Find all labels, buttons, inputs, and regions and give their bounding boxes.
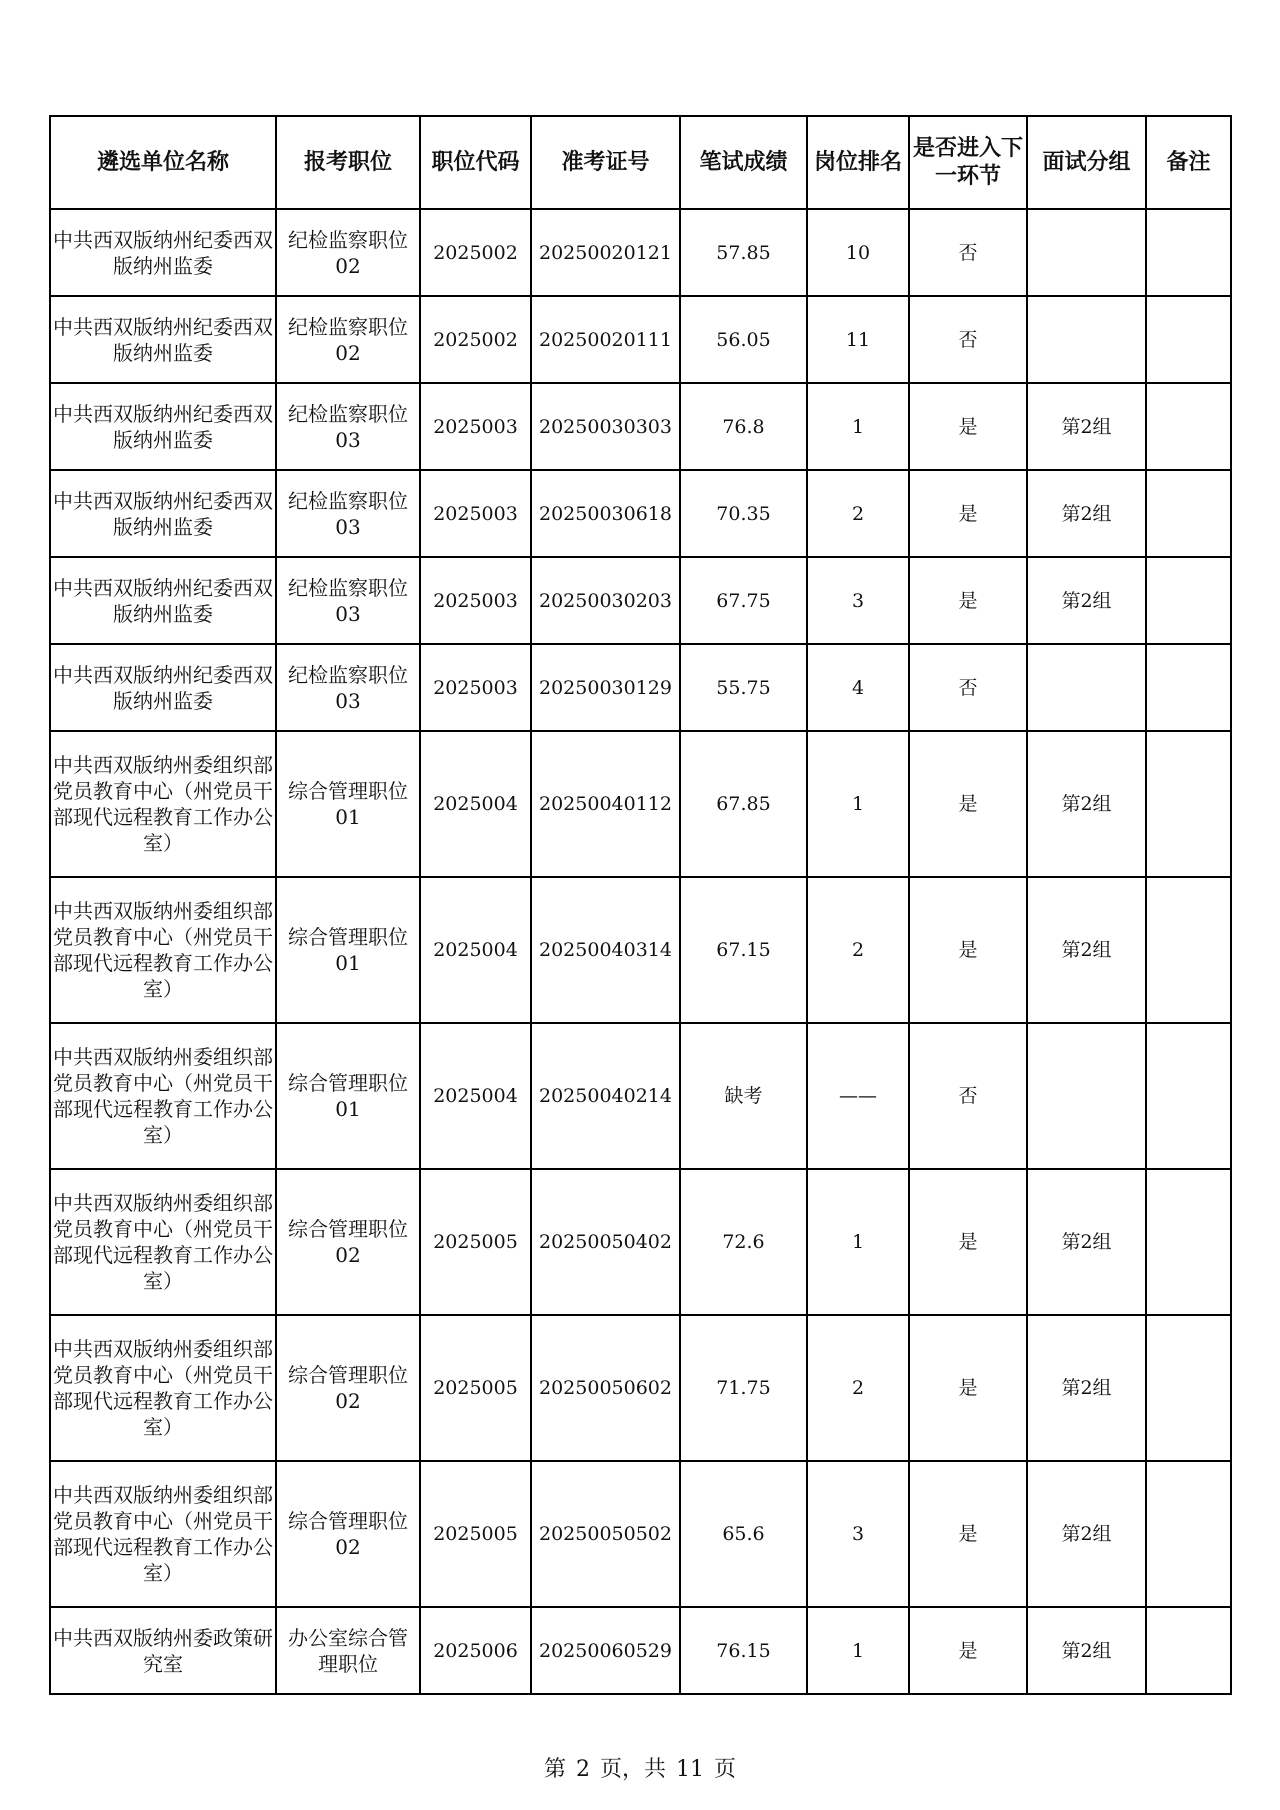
cell-position: 综合管理职位02 [276, 1461, 420, 1607]
cell-group: 第2组 [1027, 1461, 1146, 1607]
cell-position: 办公室综合管理职位 [276, 1607, 420, 1694]
cell-code: 2025005 [420, 1315, 531, 1461]
cell-group [1027, 209, 1146, 296]
cell-rank: 11 [807, 296, 909, 383]
cell-group: 第2组 [1027, 731, 1146, 877]
cell-rank: 2 [807, 877, 909, 1023]
header-note: 备注 [1146, 116, 1231, 209]
cell-advance: 否 [909, 1023, 1027, 1169]
table-row [50, 877, 1231, 1023]
cell-group [1027, 644, 1146, 731]
cell-advance: 是 [909, 1461, 1027, 1607]
cell-position: 综合管理职位02 [276, 1169, 420, 1315]
cell-advance: 是 [909, 383, 1027, 470]
cell-advance: 是 [909, 1315, 1027, 1461]
cell-unit: 中共西双版纳州纪委西双版纳州监委 [50, 557, 276, 644]
cell-rank: 3 [807, 557, 909, 644]
cell-unit: 中共西双版纳州纪委西双版纳州监委 [50, 383, 276, 470]
table-row [50, 296, 1231, 383]
cell-code: 2025006 [420, 1607, 531, 1694]
cell-group: 第2组 [1027, 1169, 1146, 1315]
cell-code: 2025004 [420, 1023, 531, 1169]
cell-unit: 中共西双版纳州纪委西双版纳州监委 [50, 296, 276, 383]
cell-exam-no: 20250030618 [531, 470, 680, 557]
table-row [50, 644, 1231, 731]
cell-position: 纪检监察职位03 [276, 470, 420, 557]
cell-code: 2025003 [420, 383, 531, 470]
cell-unit: 中共西双版纳州纪委西双版纳州监委 [50, 644, 276, 731]
cell-rank: 1 [807, 731, 909, 877]
cell-advance: 是 [909, 731, 1027, 877]
cell-note [1146, 1461, 1231, 1607]
cell-code: 2025005 [420, 1169, 531, 1315]
cell-unit: 中共西双版纳州委组织部党员教育中心（州党员干部现代远程教育工作办公室） [50, 1023, 276, 1169]
cell-code: 2025003 [420, 557, 531, 644]
cell-note [1146, 877, 1231, 1023]
cell-exam-no: 20250050502 [531, 1461, 680, 1607]
table-row [50, 470, 1231, 557]
cell-code: 2025003 [420, 644, 531, 731]
cell-note [1146, 1023, 1231, 1169]
cell-position: 综合管理职位02 [276, 1315, 420, 1461]
cell-rank: 1 [807, 383, 909, 470]
cell-exam-no: 20250040214 [531, 1023, 680, 1169]
cell-note [1146, 1607, 1231, 1694]
cell-position: 综合管理职位01 [276, 877, 420, 1023]
cell-exam-no: 20250030129 [531, 644, 680, 731]
cell-note [1146, 731, 1231, 877]
table-row [50, 1461, 1231, 1607]
footer-prefix: 第 [543, 1757, 566, 1782]
cell-code: 2025004 [420, 877, 531, 1023]
cell-score: 67.75 [680, 557, 807, 644]
cell-code: 2025004 [420, 731, 531, 877]
cell-unit: 中共西双版纳州委组织部党员教育中心（州党员干部现代远程教育工作办公室） [50, 731, 276, 877]
cell-unit: 中共西双版纳州纪委西双版纳州监委 [50, 470, 276, 557]
cell-note [1146, 557, 1231, 644]
cell-exam-no: 20250060529 [531, 1607, 680, 1694]
cell-note [1146, 296, 1231, 383]
cell-position: 纪检监察职位03 [276, 644, 420, 731]
cell-group: 第2组 [1027, 877, 1146, 1023]
cell-note [1146, 1169, 1231, 1315]
cell-score: 76.15 [680, 1607, 807, 1694]
cell-advance: 是 [909, 470, 1027, 557]
cell-rank: 2 [807, 470, 909, 557]
cell-unit: 中共西双版纳州委组织部党员教育中心（州党员干部现代远程教育工作办公室） [50, 1315, 276, 1461]
table-row [50, 209, 1231, 296]
cell-score: 71.75 [680, 1315, 807, 1461]
cell-advance: 是 [909, 877, 1027, 1023]
cell-rank: 3 [807, 1461, 909, 1607]
page-number: 2 [575, 1757, 590, 1782]
cell-position: 综合管理职位01 [276, 1023, 420, 1169]
header-advance: 是否进入下一环节 [909, 116, 1027, 209]
table-row [50, 1315, 1231, 1461]
cell-score: 67.15 [680, 877, 807, 1023]
cell-exam-no: 20250050402 [531, 1169, 680, 1315]
cell-advance: 否 [909, 209, 1027, 296]
footer-middle: 页，共 [599, 1757, 666, 1782]
header-position: 报考职位 [276, 116, 420, 209]
header-group: 面试分组 [1027, 116, 1146, 209]
cell-advance: 是 [909, 557, 1027, 644]
table-row [50, 1169, 1231, 1315]
page-total: 11 [676, 1757, 704, 1782]
table-row [50, 1023, 1231, 1169]
cell-group: 第2组 [1027, 1315, 1146, 1461]
table-row [50, 1607, 1231, 1694]
table-row [50, 731, 1231, 877]
cell-note [1146, 644, 1231, 731]
cell-advance: 是 [909, 1607, 1027, 1694]
cell-unit: 中共西双版纳州委政策研究室 [50, 1607, 276, 1694]
cell-code: 2025005 [420, 1461, 531, 1607]
cell-exam-no: 20250050602 [531, 1315, 680, 1461]
cell-note [1146, 209, 1231, 296]
cell-code: 2025002 [420, 209, 531, 296]
page-footer [0, 1752, 1280, 1783]
cell-position: 纪检监察职位03 [276, 383, 420, 470]
cell-note [1146, 383, 1231, 470]
cell-unit: 中共西双版纳州纪委西双版纳州监委 [50, 209, 276, 296]
cell-score: 缺考 [680, 1023, 807, 1169]
results-table [49, 115, 1232, 1695]
cell-score: 70.35 [680, 470, 807, 557]
cell-score: 67.85 [680, 731, 807, 877]
cell-exam-no: 20250020121 [531, 209, 680, 296]
cell-score: 76.8 [680, 383, 807, 470]
table-row [50, 383, 1231, 470]
cell-position: 纪检监察职位02 [276, 296, 420, 383]
cell-group: 第2组 [1027, 1607, 1146, 1694]
cell-rank: 1 [807, 1607, 909, 1694]
cell-exam-no: 20250020111 [531, 296, 680, 383]
header-exam-no: 准考证号 [531, 116, 680, 209]
cell-rank: 2 [807, 1315, 909, 1461]
cell-unit: 中共西双版纳州委组织部党员教育中心（州党员干部现代远程教育工作办公室） [50, 877, 276, 1023]
header-rank: 岗位排名 [807, 116, 909, 209]
cell-exam-no: 20250040314 [531, 877, 680, 1023]
cell-score: 57.85 [680, 209, 807, 296]
table-row [50, 557, 1231, 644]
table-header-row [50, 116, 1231, 209]
cell-position: 纪检监察职位03 [276, 557, 420, 644]
cell-exam-no: 20250040112 [531, 731, 680, 877]
cell-exam-no: 20250030303 [531, 383, 680, 470]
footer-suffix: 页 [714, 1757, 737, 1782]
cell-score: 65.6 [680, 1461, 807, 1607]
cell-rank: 1 [807, 1169, 909, 1315]
cell-rank: 10 [807, 209, 909, 296]
cell-code: 2025003 [420, 470, 531, 557]
cell-score: 72.6 [680, 1169, 807, 1315]
cell-advance: 是 [909, 1169, 1027, 1315]
cell-code: 2025002 [420, 296, 531, 383]
cell-group [1027, 296, 1146, 383]
header-unit: 遴选单位名称 [50, 116, 276, 209]
cell-rank: —— [807, 1023, 909, 1169]
cell-position: 综合管理职位01 [276, 731, 420, 877]
cell-group: 第2组 [1027, 557, 1146, 644]
cell-score: 55.75 [680, 644, 807, 731]
cell-group [1027, 1023, 1146, 1169]
cell-unit: 中共西双版纳州委组织部党员教育中心（州党员干部现代远程教育工作办公室） [50, 1169, 276, 1315]
cell-unit: 中共西双版纳州委组织部党员教育中心（州党员干部现代远程教育工作办公室） [50, 1461, 276, 1607]
cell-group: 第2组 [1027, 470, 1146, 557]
cell-position: 纪检监察职位02 [276, 209, 420, 296]
header-code: 职位代码 [420, 116, 531, 209]
header-score: 笔试成绩 [680, 116, 807, 209]
cell-group: 第2组 [1027, 383, 1146, 470]
cell-advance: 否 [909, 644, 1027, 731]
cell-advance: 否 [909, 296, 1027, 383]
cell-note [1146, 470, 1231, 557]
cell-score: 56.05 [680, 296, 807, 383]
cell-exam-no: 20250030203 [531, 557, 680, 644]
cell-rank: 4 [807, 644, 909, 731]
cell-note [1146, 1315, 1231, 1461]
